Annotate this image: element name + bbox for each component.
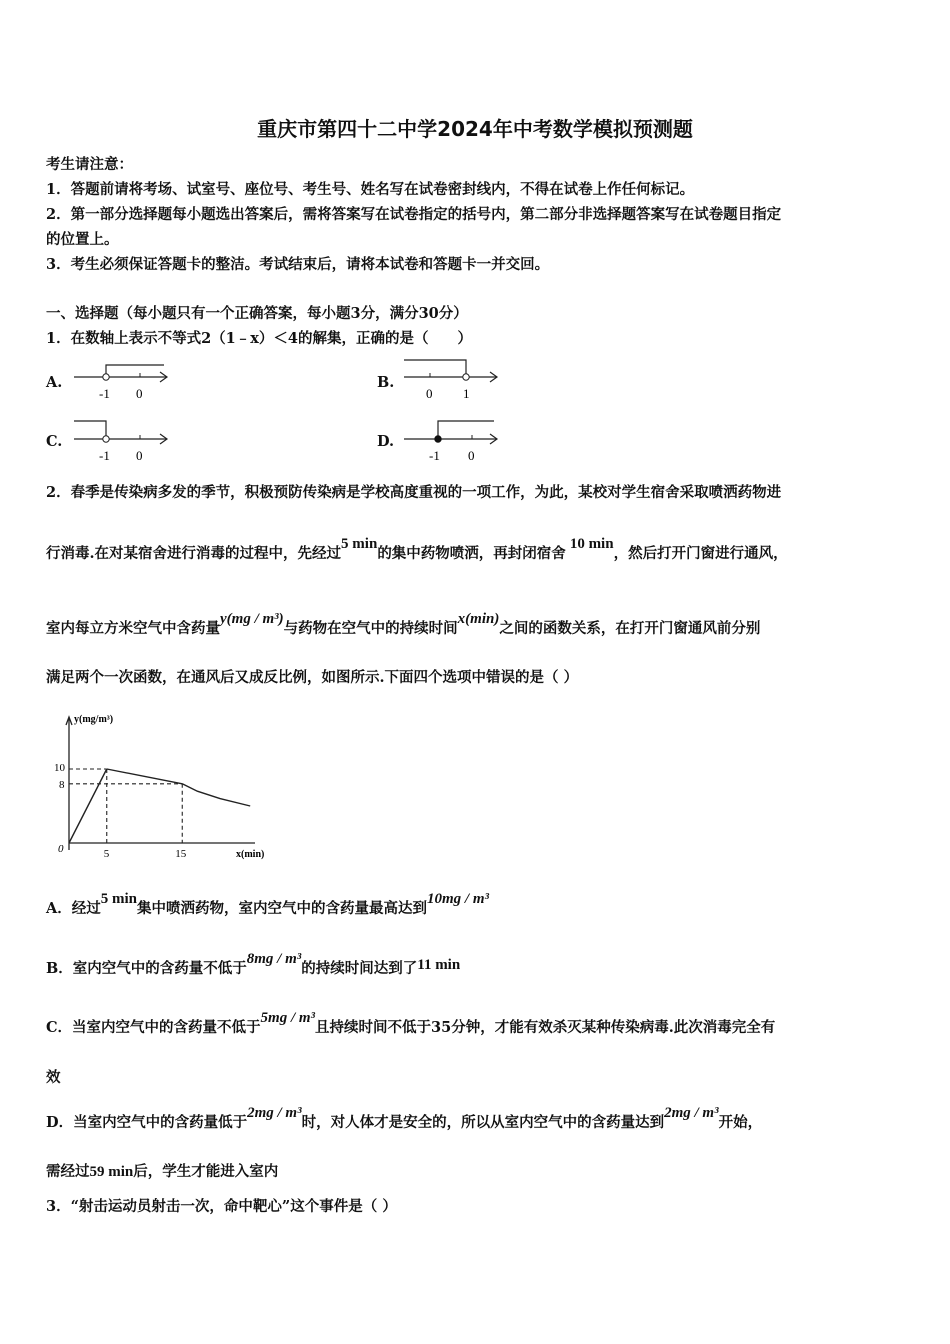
q1-option-a-label[interactable]: A. — [46, 374, 63, 391]
origin-label: 0 — [58, 843, 64, 855]
question-2-line: 满足两个一次函数，在通风后又成反比例，如图所示.下面四个选项中错误的是（ ） — [46, 669, 579, 686]
x-tick-label: 15 — [175, 848, 187, 860]
series-line-phase3 — [182, 784, 250, 806]
x-tick-label: 5 — [103, 848, 110, 860]
q2-option-a[interactable]: A．经过5 min集中喷洒药物，室内空气中的含药量最高达到10mg / m³ — [46, 891, 490, 917]
notice-item: 3．考生必须保证答题卡的整洁。考试结束后，请将本试卷和答题卡一并交回。 — [46, 256, 550, 273]
tick-label: -1 — [429, 448, 440, 463]
q1-option-d-label[interactable]: D. — [377, 433, 395, 450]
x-axis-label: x(min) — [236, 849, 265, 860]
question-2-line: 室内每立方米空气中含药量y(mg / m³)与药物在空气中的持续时间x(min)之间的函数关系，在打开门窗通风前分别 — [46, 611, 761, 637]
question-1-stem: 1．在数轴上表示不等式2（1﹣x）＜4的解集，正确的是（ ） — [46, 330, 472, 347]
q2-option-d-continued: 需经过59 min后，学生才能进入室内 — [46, 1163, 279, 1180]
question-2-line: 2．春季是传染病多发的季节，积极预防传染病是学校高度重视的一项工作，为此，某校对学生宿舍采取喷洒药物进 — [46, 484, 782, 501]
q1-option-b-numberline — [402, 355, 502, 403]
series-line-phase2 — [107, 769, 183, 784]
tick-label: 0 — [136, 448, 143, 463]
question-3-stem: 3．“射击运动员射击一次，命中靶心”这个事件是（ ） — [46, 1198, 397, 1215]
q2-option-c-continued: 效 — [46, 1069, 61, 1086]
q2-option-d[interactable]: D．当室内空气中的含药量低于2mg / m³时，对人体才是安全的，所以从室内空气中的含药量达到2mg / m³开始， — [46, 1105, 763, 1131]
y-tick-label: 8 — [59, 778, 65, 791]
series-line-phase1 — [69, 769, 107, 843]
y-tick-label: 10 — [54, 762, 65, 774]
tick-label: -1 — [99, 448, 110, 463]
q1-option-b-label[interactable]: B. — [377, 374, 395, 391]
section-heading: 一、选择题（每小题只有一个正确答案，每小题3分，满分30分） — [46, 305, 468, 322]
y-axis-label: y(mg/m³) — [74, 714, 114, 725]
notice-item: 1．答题前请将考场、试室号、座位号、考生号、姓名写在试卷密封线内，不得在试卷上作任何标记。 — [46, 181, 695, 198]
tick-label: -1 — [99, 386, 110, 401]
q1-option-c-numberline — [72, 416, 172, 464]
q2-option-b[interactable]: B．室内空气中的含药量不低于8mg / m³的持续时间达到了11 min — [46, 951, 461, 977]
q1-option-c-label[interactable]: C. — [46, 433, 63, 450]
notice-heading: 考生请注意： — [46, 156, 133, 173]
tick-label: 0 — [468, 448, 475, 463]
tick-label: 1 — [463, 386, 470, 401]
page-title: 重庆市第四十二中学2024年中考数学模拟预测题 — [257, 117, 693, 141]
q1-option-d-numberline — [402, 416, 502, 464]
q1-option-a-numberline — [72, 360, 172, 404]
question-2-line: 行消毒.在对某宿舍进行消毒的过程中，先经过5 min的集中药物喷洒，再封闭宿舍10 min，然后打开门窗进行通风， — [46, 536, 788, 562]
q2-option-c[interactable]: C．当室内空气中的含药量不低于5mg / m³且持续时间不低于35分钟，才能有效杀灭某种传染病毒.此次消毒完全有 — [46, 1010, 776, 1036]
tick-label: 0 — [136, 386, 143, 401]
notice-item: 2．第一部分选择题每小题选出答案后，需将答案写在试卷指定的括号内，第二部分非选择题答案写在试卷题目指定 — [46, 206, 782, 223]
q2-function-graph — [40, 705, 270, 870]
notice-item: 的位置上。 — [46, 231, 119, 248]
tick-label: 0 — [426, 386, 433, 401]
